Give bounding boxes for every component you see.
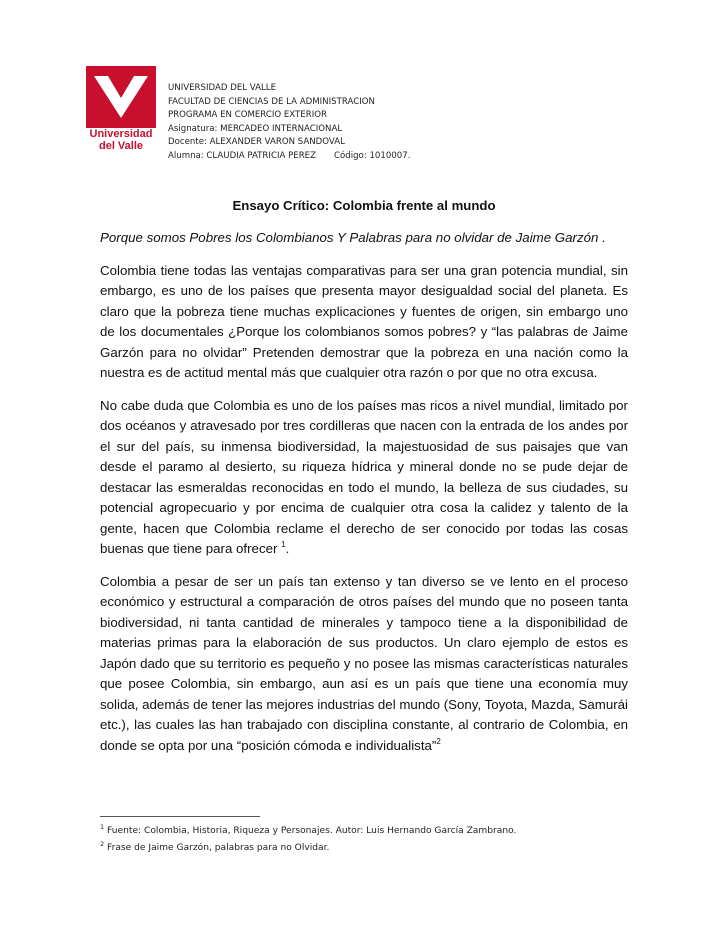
student-name: Alumna: CLAUDIA PATRICIA PEREZ bbox=[168, 150, 316, 161]
footnote-2 bbox=[100, 840, 628, 857]
header-line: Asignatura: MERCADEO INTERNACIONAL bbox=[168, 123, 343, 134]
logo-text-line2: del Valle bbox=[98, 140, 144, 152]
header-info bbox=[168, 82, 410, 164]
header-student-line bbox=[168, 150, 410, 164]
paragraph-3-text: Colombia a pesar de ser un país tan extenso y tan diverso se ve lento en el proceso económico y estructural a comparación de otros países del mundo que no poseen tanta biodiversidad, ni tanta cantidad de minerales y tampoco tiene a la disponibilidad de materias primas para la elaboración de sus productos. Un claro ejemplo de estos es Japón dado que su territorio es pequeño y no posee las mismas características naturales que posee Colombia, sin embargo, aun así es un país que tiene una economía muy solida, además de tener las mejores industrias del mundo (Sony, Toyota, Mazda, Samurái etc.), las cuales las han trabajado con disciplina constante, al contrario de Colombia, en donde se opta por una “posición cómoda e individualista” bbox=[100, 573, 628, 753]
footnotes bbox=[100, 816, 628, 857]
paragraph-1: Colombia tiene todas las ventajas comparativas para ser una gran potencia mundial, sin embargo, es uno de los países que presenta mayor desigualdad social del planeta. Es claro que la pobreza tiene muchas explicaciones y fuentes de origen, sin embargo uno de los documentales ¿Porque los colombianos somos pobres? y “las palabras de Jaime Garzón para no olvidar” Pretenden demostrar que la pobreza en una nación como la nuestra es de actitud mental más que cualquier otra razón o por que no otra excusa. bbox=[100, 262, 628, 380]
footnote-divider bbox=[100, 816, 260, 817]
paragraph-2-end: . bbox=[285, 541, 290, 556]
paragraph-3 bbox=[100, 572, 628, 757]
logo-wordmark bbox=[86, 128, 156, 152]
student-code: Código: 1010007. bbox=[334, 150, 411, 161]
header-line: UNIVERSIDAD DEL VALLE bbox=[168, 83, 276, 93]
footnote-text: Frase de Jaime Garzón, palabras para no Olvidar. bbox=[104, 843, 330, 853]
header-line: Docente: ALEXANDER VARON SANDOVAL bbox=[168, 137, 345, 148]
footnote-ref-2: 2 bbox=[436, 736, 441, 746]
essay-body bbox=[100, 228, 628, 768]
header-line: PROGRAMA EN COMERCIO EXTERIOR bbox=[168, 110, 327, 121]
logo-text-line1: Universidad bbox=[89, 128, 153, 140]
header-line: FACULTAD DE CIENCIAS DE LA ADMINISTRACION bbox=[168, 96, 375, 107]
essay-subtitle: Porque somos Pobres los Colombianos Y Palabras para no olvidar de Jaime Garzón . bbox=[100, 230, 606, 245]
footnote-mark: 2 bbox=[100, 840, 105, 848]
paragraph-2 bbox=[100, 396, 628, 560]
essay-title: Ensayo Crítico: Colombia frente al mundo bbox=[232, 198, 496, 213]
footnote-ref-1: 1 bbox=[281, 540, 286, 549]
paragraph-2-text: No cabe duda que Colombia es uno de los países mas ricos a nivel mundial, limitado por dos océanos y atravesado por tres cordilleras que nacen con la entrada de los andes por el sur del país, su inmensa biodiversidad, la majestuosidad de sus paisajes que van desde el paramo al desierto, su riqueza hídrica y mineral donde no se pude dejar de destacar las esmeraldas reconocidas en todo el mundo, la belleza de sus ciudades, su potencial agropecuario y por encima de cualquier otra cosa la calidez y talento de la gente, hacen que Colombia reclame el derecho de ser conocido por todas las cosas buenas que tiene para ofrecer bbox=[100, 397, 628, 556]
footnote-text: Fuente: Colombia, Historia, Riqueza y Personajes. Autor: Luis Hernando García Zambrano. bbox=[104, 826, 517, 836]
footnote-1 bbox=[100, 823, 628, 840]
footnote-mark: 1 bbox=[100, 823, 105, 831]
